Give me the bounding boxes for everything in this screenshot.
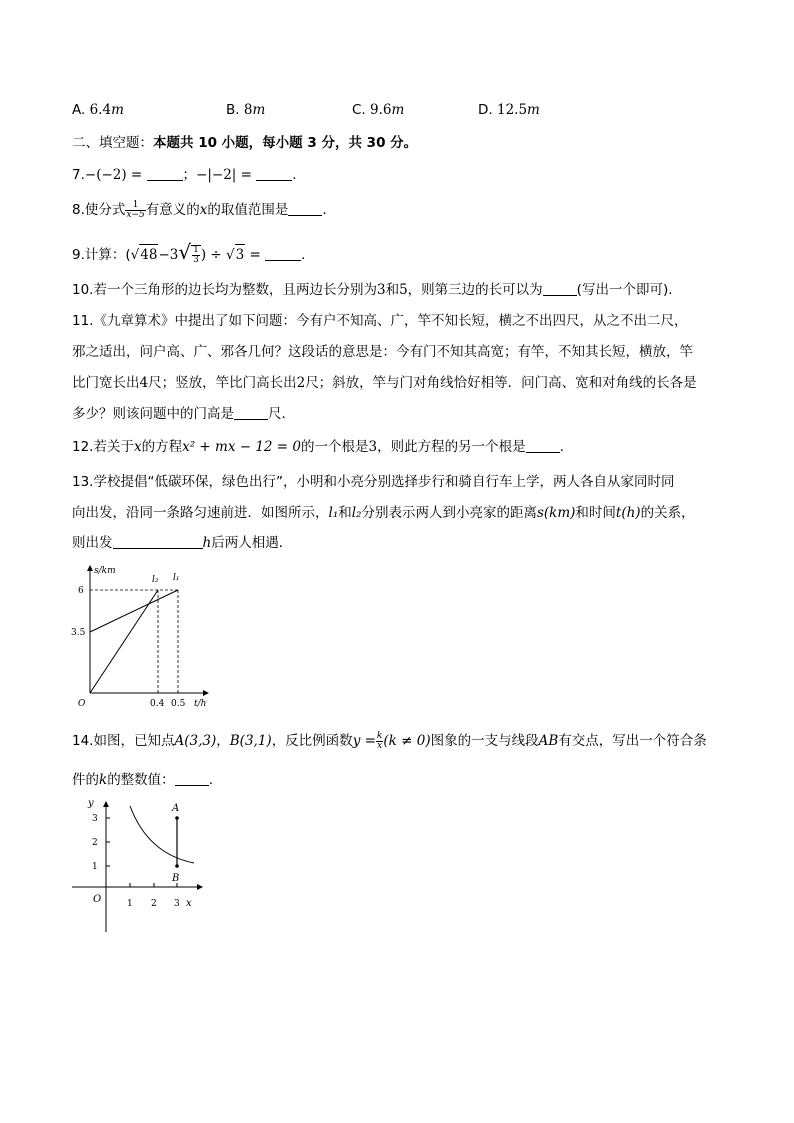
option-unit: m [252, 102, 266, 118]
option-letter: D. [478, 102, 493, 118]
frac-num: k [376, 730, 383, 741]
q8-end: . [322, 202, 327, 218]
y-tick-label: 1 [92, 862, 98, 872]
q13-text: 分别表示两人到小亮家的距离 [361, 505, 537, 521]
q13-text: 向出发，沿同一条路匀速前进．如图所示， [72, 505, 329, 521]
q6-option-b [226, 102, 265, 118]
q11-text: 尺；竖放，竿比门高长出 [148, 375, 297, 391]
q-number: 12. [72, 439, 94, 455]
sqrt-sign: √ [178, 240, 192, 264]
origin-label: O [93, 894, 102, 905]
q12-mid: 的方程 [141, 439, 183, 455]
answer-blank[interactable] [526, 438, 560, 453]
q14-ab: AB [538, 733, 559, 749]
q10-b: 5 [399, 282, 408, 298]
line-l2 [90, 590, 158, 693]
q12-equation: x² + mx − 12 = 0 [182, 439, 301, 455]
fraction [125, 201, 145, 220]
line-label-l2: l₂ [152, 575, 159, 585]
q12-end: . [559, 439, 564, 455]
answer-blank[interactable] [234, 405, 268, 420]
option-value: 12.5 [496, 102, 528, 118]
q11-text: 尺；斜放，竿与门对角线恰好相等．问门高、宽和对角线的长各是 [305, 375, 697, 391]
answer-blank[interactable] [265, 246, 301, 261]
answer-blank[interactable] [288, 201, 322, 216]
q14-point-b: B(3,1) [229, 733, 272, 749]
question-10 [72, 280, 673, 300]
q14-text: 14.如图，已知点 [72, 733, 175, 749]
frac-den: 3 [193, 255, 199, 265]
q14-point-a: A(3,3) [174, 733, 217, 749]
q11-text: 多少？则该问题中的门高是 [72, 406, 234, 422]
x-tick-label: 0.4 [150, 699, 165, 709]
answer-blank[interactable] [256, 166, 292, 181]
answer-blank[interactable] [113, 534, 203, 549]
x-tick-label: 0.5 [171, 699, 186, 709]
y-tick-label: 2 [92, 838, 98, 848]
sqrt-radicand: 48 [139, 244, 158, 265]
y-axis-label: s/km [94, 566, 116, 576]
q9-eq: = [245, 247, 261, 263]
option-unit: m [391, 102, 405, 118]
frac-num: 1 [193, 245, 199, 255]
sqrt-sign: √ [130, 247, 140, 263]
q11-text: 尺． [268, 406, 295, 422]
q13-l2: l₂ [351, 505, 362, 521]
q14-text: ， [216, 733, 230, 749]
point-a-dot [175, 816, 179, 820]
q9-pre: 计算：( [84, 247, 131, 263]
q12-post: 的一个根是 [301, 439, 369, 455]
q10-pre: 若一个三角形的边长均为整数，且两边长分别为 [93, 282, 377, 298]
question-14-line1 [72, 731, 707, 751]
x-axis-label: t/h [194, 699, 207, 709]
q12-post2: ，则此方程的另一个根是 [377, 439, 526, 455]
fraction [191, 245, 201, 265]
question-13-line3 [72, 533, 292, 553]
y-axis-label: y [88, 798, 94, 809]
question-13-line2 [72, 503, 695, 523]
q12-root: 3 [368, 439, 378, 455]
q-number: 7. [72, 167, 85, 183]
hyperbola-curve [130, 806, 194, 863]
q6-option-c [352, 102, 404, 118]
q13-text: 则出发 [72, 535, 113, 551]
option-unit: m [527, 102, 540, 118]
x-tick-label: 1 [127, 899, 133, 909]
q7-expr1: −(−2) = [84, 167, 143, 183]
q14-text: 有交点，写出一个符合条 [558, 733, 707, 749]
q8-var: x [199, 202, 208, 218]
q7-sep: ； [182, 167, 197, 183]
sqrt-radicand: 3 [235, 244, 246, 265]
point-b-dot [175, 864, 179, 868]
option-unit: m [111, 102, 124, 118]
q-number: 9. [72, 247, 85, 263]
q14-func: y = [352, 733, 376, 749]
answer-blank[interactable] [147, 166, 183, 181]
section2-heading [72, 133, 417, 153]
q14-k: k [99, 772, 108, 788]
option-letter: A. [72, 102, 86, 118]
q13-text: 和 [338, 505, 352, 521]
question-13-line1: 13.学校提倡“低碳环保，绿色出行”，小明和小亮分别选择步行和骑自行车上学，两人各自从家同时同 [72, 474, 675, 490]
q-number: 10. [72, 282, 94, 298]
question-9 [72, 242, 305, 265]
q8-post: 的取值范围是 [207, 202, 289, 218]
q13-text: 和时间 [575, 505, 616, 521]
frac-num: 1 [125, 201, 145, 211]
option-value: 8 [243, 102, 253, 118]
y-tick-label: 6 [78, 586, 84, 596]
q12-pre: 若关于 [93, 439, 134, 455]
q11-num: 4 [139, 375, 149, 391]
answer-blank[interactable] [543, 281, 577, 296]
q6-option-a [72, 102, 124, 118]
q12-var: x [133, 439, 142, 455]
q13-text: 的关系， [640, 505, 695, 521]
section-title: 二、填空题： [72, 135, 153, 151]
q14-text: 图象的一支与线段 [430, 733, 539, 749]
q14-text: ，反比例函数 [271, 733, 353, 749]
option-letter: B. [226, 102, 240, 118]
question-12 [72, 437, 564, 457]
q14-text: 件的 [72, 772, 99, 788]
q14-end: . [208, 772, 213, 788]
question-8 [72, 200, 327, 220]
point-b-label: B [172, 873, 180, 884]
q10-and: 和 [385, 282, 400, 298]
q13-h: h [202, 535, 212, 551]
graph-13 [68, 560, 218, 715]
frac-den: x [377, 740, 383, 751]
option-value: 6.4 [89, 102, 112, 118]
q13-s: s(km) [536, 505, 576, 521]
x-tick-label: 2 [151, 899, 157, 909]
y-tick-label: 3 [92, 814, 98, 824]
q10-post: ，则第三边的长可以为 [407, 282, 543, 298]
q-number: 8. [72, 202, 85, 218]
q10-a: 3 [376, 282, 386, 298]
x-axis-label: x [186, 898, 192, 909]
option-letter: C. [352, 102, 366, 118]
q8-mid: 有意义的 [145, 202, 200, 218]
q9-end: . [301, 247, 306, 263]
sqrt-sign: √ [226, 247, 235, 263]
question-11-line1: 11.《九章算术》中提出了如下问题：今有户不知高、广，竿不知长短，横之不出四尺，从之不出二尺， [72, 313, 688, 329]
q7-expr2: −|−2| = [196, 167, 252, 183]
line-label-l1: l₁ [173, 573, 180, 583]
question-11-line2: 邪之适出，问户高、广、邪各几何？这段话的意思是：今有门不知其高宽；有竿，不知其长短，横放，竿 [72, 344, 693, 360]
section-desc: 本题共 10 小题，每小题 3 分，共 30 分。 [153, 135, 418, 151]
q9-post: ) ÷ [200, 247, 227, 263]
q6-option-d [478, 102, 540, 118]
q10-end: (写出一个即可). [576, 282, 673, 298]
point-a-label: A [172, 803, 180, 814]
q13-text: 后两人相遇． [211, 535, 293, 551]
option-value: 9.6 [370, 102, 392, 118]
answer-blank[interactable] [175, 771, 209, 786]
question-14-line2 [72, 770, 213, 790]
x-tick-label: 3 [174, 899, 180, 909]
q14-cond: (k ≠ 0) [383, 733, 431, 749]
graph-14 [68, 796, 208, 936]
question-11-line3 [72, 373, 697, 393]
question-11-line4 [72, 404, 295, 424]
q8-pre: 使分式 [84, 202, 126, 218]
q11-text: 比门宽长出 [72, 375, 140, 391]
question-7 [72, 165, 297, 185]
q11-num: 2 [296, 375, 306, 391]
q9-minus3: −3 [158, 247, 179, 263]
q14-text: 的整数值： [107, 772, 175, 788]
frac-den: x−5 [126, 209, 145, 220]
y-tick-label: 3.5 [71, 628, 86, 638]
origin-label: O [78, 699, 86, 709]
q13-l1: l₁ [328, 505, 339, 521]
q13-t: t(h) [615, 505, 641, 521]
q7-end: . [292, 167, 297, 183]
